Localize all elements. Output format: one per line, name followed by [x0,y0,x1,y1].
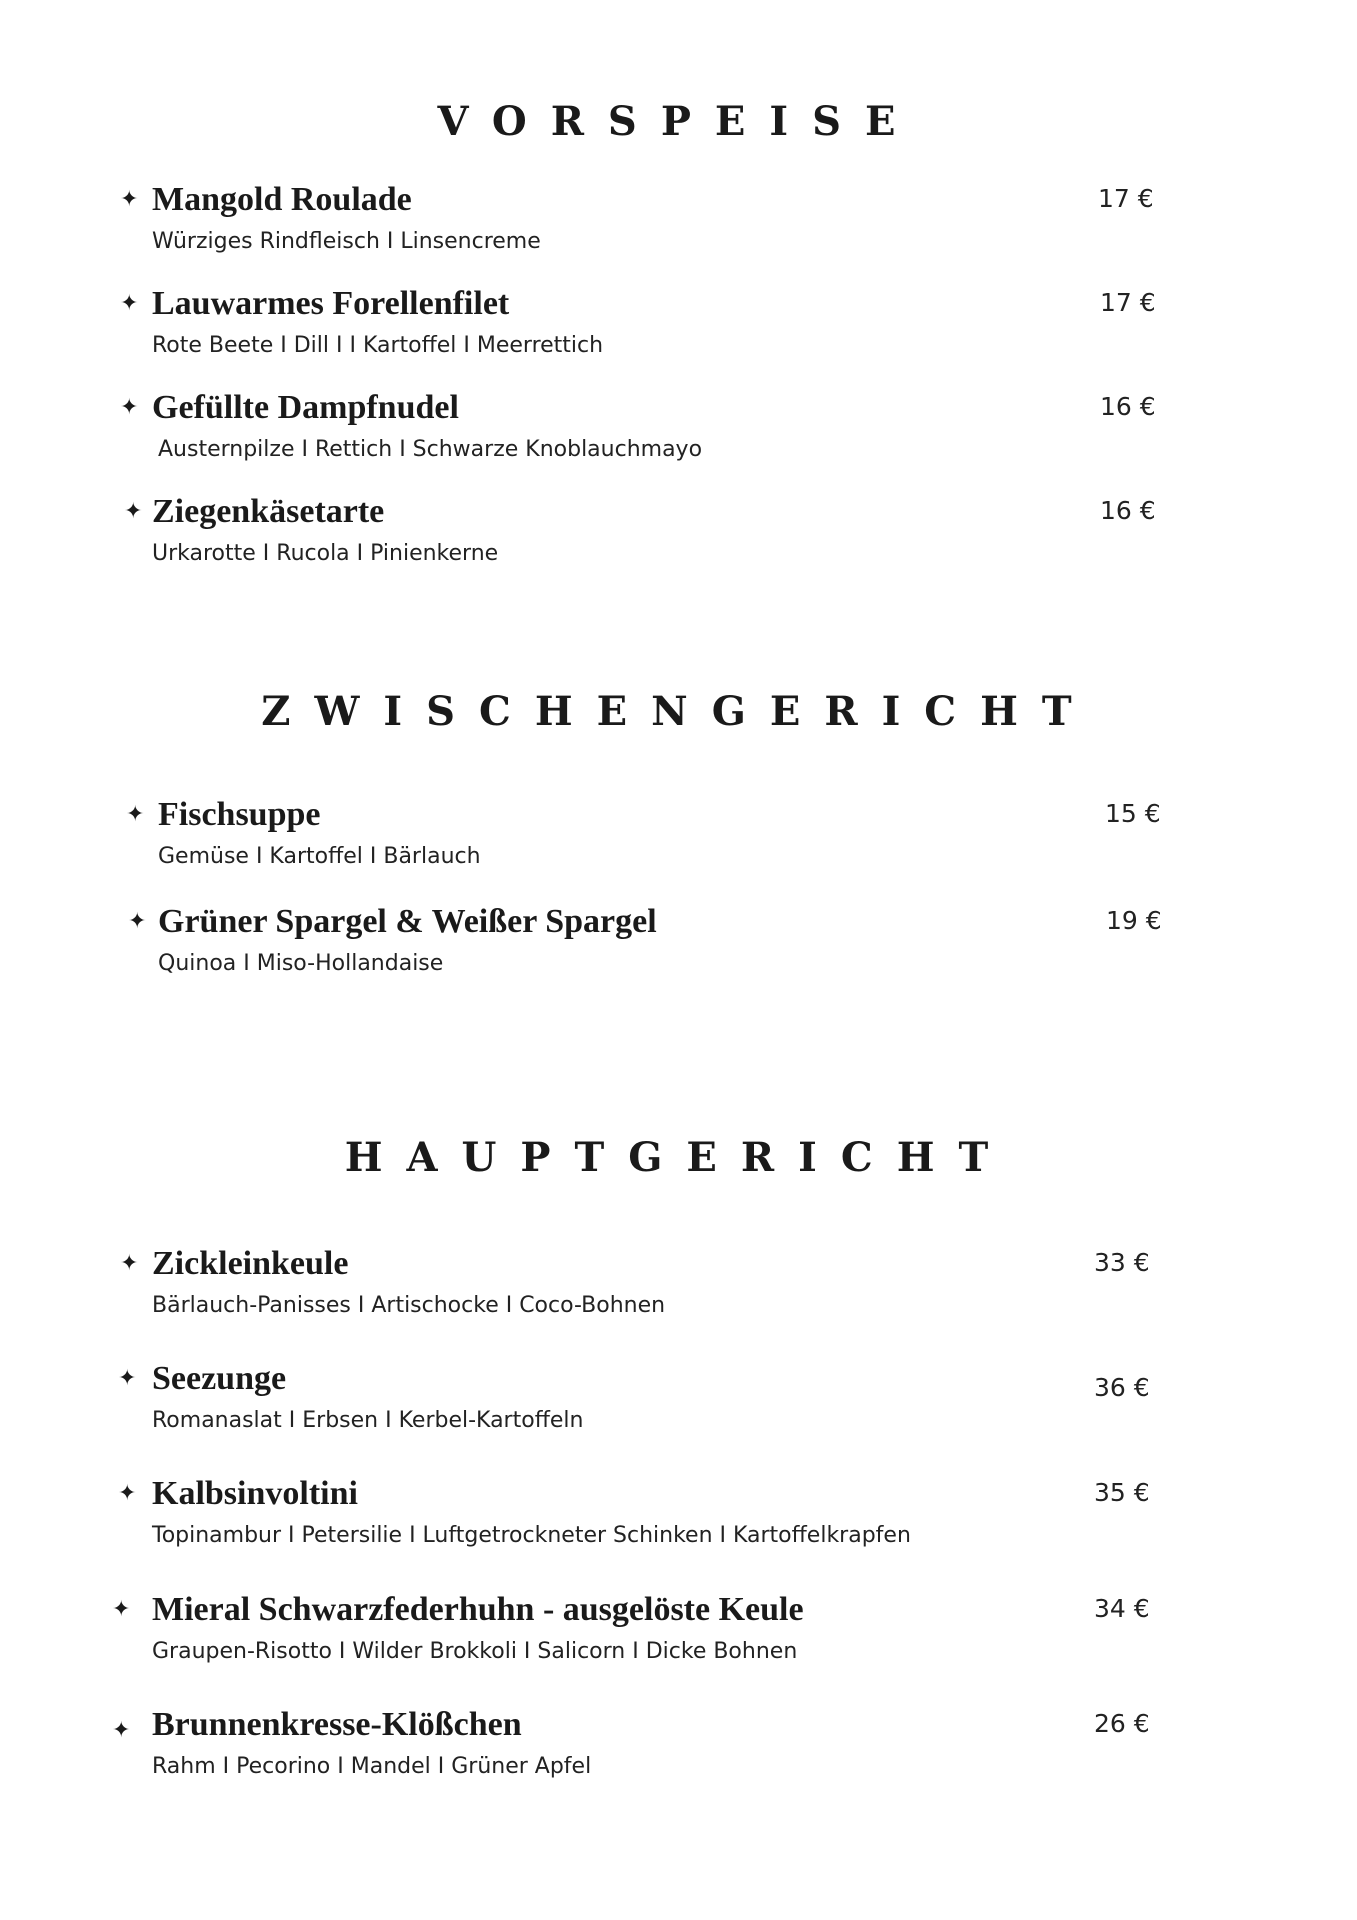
section-title-vorspeise: VORSPEISE [437,98,920,145]
item-price: 15 € [1105,799,1161,828]
star-icon: ✦ [118,1481,137,1506]
star-icon: ✦ [120,1251,139,1276]
menu-item [0,1361,1357,1441]
item-name: Fischsuppe [158,796,321,833]
item-description: Gemüse I Kartoffel I Bärlauch [158,844,481,869]
item-price: 16 € [1100,496,1156,525]
section-title-zwischengericht: ZWISCHENGERICHT [261,688,1096,735]
menu-item [0,1592,1357,1672]
star-icon: ✦ [112,1597,131,1622]
star-icon: ✦ [126,802,145,827]
menu-item [0,904,1357,984]
item-price: 33 € [1094,1248,1150,1277]
item-description: Austernpilze I Rettich I Schwarze Knoblauchmayo [158,437,703,462]
menu-item [0,494,1357,574]
item-description: Urkarotte I Rucola I Pinienkerne [152,541,499,566]
star-icon: ✦ [118,1366,137,1391]
item-price: 35 € [1094,1478,1150,1507]
item-description: Topinambur I Petersilie I Luftgetrockneter Schinken I Kartoffelkrapfen [152,1523,911,1548]
item-name: Mieral Schwarzfederhuhn - ausgelöste Keule [152,1591,804,1628]
item-name: Zickleinkeule [152,1245,349,1282]
item-price: 36 € [1094,1373,1150,1402]
item-price: 17 € [1098,184,1154,213]
item-description: Würziges Rindfleisch I Linsencreme [152,229,541,254]
item-price: 26 € [1094,1709,1150,1738]
item-name: Brunnenkresse-Klößchen [152,1706,522,1743]
item-name: Ziegenkäsetarte [152,493,385,530]
menu-item [0,1707,1357,1787]
star-icon: ✦ [120,291,139,316]
star-icon: ✦ [120,395,139,420]
item-description: Bärlauch-Panisses I Artischocke I Coco-Bohnen [152,1293,666,1318]
section-title-hauptgericht: HAUPTGERICHT [344,1134,1013,1181]
star-icon: ✦ [120,187,139,212]
item-description: Quinoa I Miso-Hollandaise [158,951,444,976]
menu-item [0,1476,1357,1556]
item-name: Gefüllte Dampfnudel [152,389,459,426]
star-icon: ✦ [112,1718,131,1743]
menu-item [0,286,1357,366]
item-name: Grüner Spargel & Weißer Spargel [158,903,657,940]
item-name: Mangold Roulade [152,181,412,218]
item-description: Rote Beete I Dill I I Kartoffel I Meerrettich [152,333,604,358]
item-name: Seezunge [152,1360,287,1397]
item-price: 17 € [1100,288,1156,317]
menu-item [0,182,1357,262]
menu-item [0,390,1357,470]
item-price: 34 € [1094,1594,1150,1623]
item-name: Kalbsinvoltini [152,1475,358,1512]
menu-item [0,1246,1357,1326]
item-description: Romanaslat I Erbsen I Kerbel-Kartoffeln [152,1408,584,1433]
item-description: Graupen-Risotto I Wilder Brokkoli I Salicorn I Dicke Bohnen [152,1639,798,1664]
star-icon: ✦ [124,499,143,524]
star-icon: ✦ [128,909,147,934]
item-price: 16 € [1100,392,1156,421]
menu-item [0,797,1357,877]
item-price: 19 € [1106,906,1162,935]
item-name: Lauwarmes Forellenfilet [152,285,510,322]
item-description: Rahm I Pecorino I Mandel I Grüner Apfel [152,1754,592,1779]
